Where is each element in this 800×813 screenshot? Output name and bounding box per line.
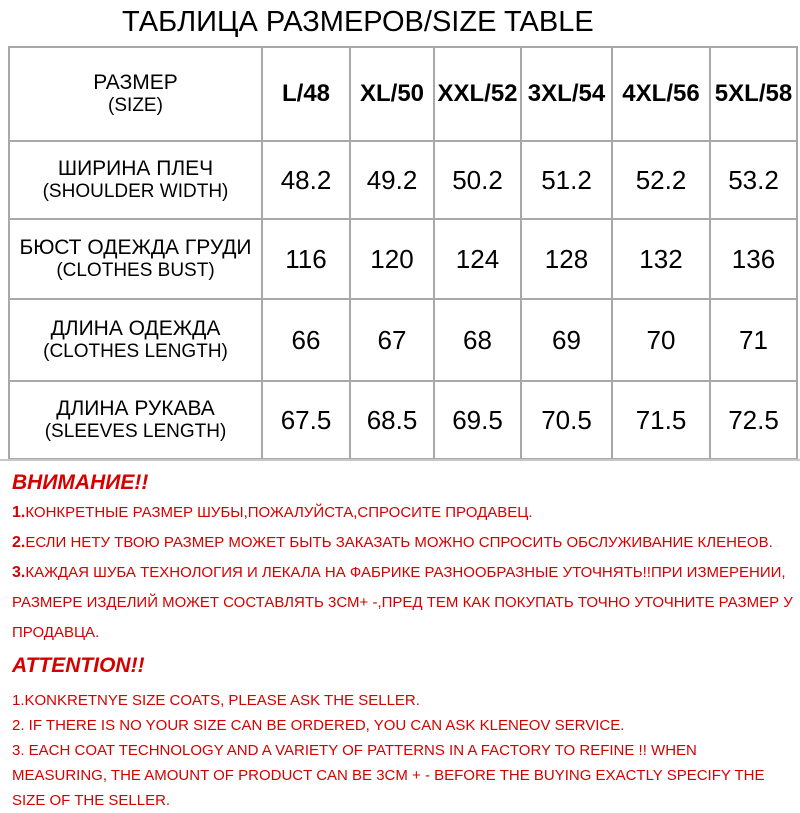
size-header-xl50: XL/50 — [350, 47, 434, 141]
table-cell: 71.5 — [612, 381, 710, 459]
size-header-xxl52: XXL/52 — [434, 47, 521, 141]
notice-item-text: КОНКРЕТНЫЕ РАЗМЕР ШУБЫ,ПОЖАЛУЙСТА,СПРОСИТЕ ПРОДАВЕЦ. — [25, 504, 533, 521]
table-header-row — [9, 47, 797, 141]
size-label-en: (SIZE) — [108, 95, 163, 116]
table-cell: 67.5 — [262, 381, 350, 459]
table-cell: 71 — [710, 299, 797, 381]
row-label-en: (SLEEVES LENGTH) — [44, 421, 227, 442]
size-header-5xl58: 5XL/58 — [710, 47, 797, 141]
notice-item-en: 1.KONKRETNYE SIZE COATS, PLEASE ASK THE SELLER. — [12, 692, 420, 709]
row-label-ru: ШИРИНА ПЛЕЧ — [57, 157, 214, 180]
notice-item-en: 3. EACH COAT TECHNOLOGY AND A VARIETY OF PATTERNS IN A FACTORY TO REFINE !! WHEN MEASURING, THE AMOUNT OF PRODUCT CAN BE 3CM + - BEFORE THE BUYING EXACTLY SPECIFY THE SIZE OF THE SELLER. — [12, 742, 765, 809]
size-table — [8, 46, 798, 460]
row-label-cell — [9, 381, 262, 459]
table-cell: 120 — [350, 219, 434, 299]
table-cell: 50.2 — [434, 141, 521, 219]
table-cell: 66 — [262, 299, 350, 381]
page-title: ТАБЛИЦА РАЗМЕРОВ/SIZE TABLE — [122, 6, 594, 38]
table-cell: 51.2 — [521, 141, 612, 219]
table-cell: 49.2 — [350, 141, 434, 219]
table-cell: 68.5 — [350, 381, 434, 459]
notice-item-en: 2. IF THERE IS NO YOUR SIZE CAN BE ORDERED, YOU CAN ASK KLENEOV SERVICE. — [12, 717, 625, 734]
table-row — [9, 381, 797, 459]
size-label-cell — [9, 47, 262, 141]
row-label-en: (SHOULDER WIDTH) — [42, 181, 229, 202]
table-cell: 124 — [434, 219, 521, 299]
table-cell: 136 — [710, 219, 797, 299]
table-cell: 70.5 — [521, 381, 612, 459]
table-cell: 53.2 — [710, 141, 797, 219]
notice-heading-ru: ВНИМАНИЕ!! — [12, 471, 149, 494]
row-label-ru: ДЛИНА ОДЕЖДА — [50, 317, 221, 340]
table-cell: 67 — [350, 299, 434, 381]
divider — [0, 459, 800, 461]
notice-item-ru — [12, 528, 796, 558]
notice-item-text: ЕСЛИ НЕТУ ТВОЮ РАЗМЕР МОЖЕТ БЫТЬ ЗАКАЗАТЬ МОЖНО СПРОСИТЬ ОБСЛУЖИВАНИЕ КЛЕНЕОВ. — [25, 534, 773, 551]
row-label-ru: ДЛИНА РУКАВА — [56, 397, 215, 420]
notice-item-number: 3. — [12, 564, 26, 581]
table-row — [9, 299, 797, 381]
size-label-ru: РАЗМЕР — [93, 71, 178, 94]
size-header-l48: L/48 — [262, 47, 350, 141]
table-cell: 69.5 — [434, 381, 521, 459]
table-cell: 128 — [521, 219, 612, 299]
row-label-ru: БЮСТ ОДЕЖДА ГРУДИ — [19, 236, 252, 259]
table-cell: 68 — [434, 299, 521, 381]
row-label-cell — [9, 219, 262, 299]
notice-heading-en: ATTENTION!! — [12, 654, 145, 677]
notice-item-ru — [12, 498, 796, 528]
table-cell: 132 — [612, 219, 710, 299]
notice-item-text: КАЖДАЯ ШУБА ТЕХНОЛОГИЯ И ЛЕКАЛА НА ФАБРИКЕ РАЗНООБРАЗНЫЕ УТОЧНЯТЬ!!ПРИ ИЗМЕРЕНИИ, РАЗМЕРЕ ИЗДЕЛИЙ МОЖЕТ СОСТАВЛЯТЬ 3СМ+ -,ПРЕД ТЕМ КАК ПОКУПАТЬ ТОЧНО УТОЧНИТЕ РАЗМЕР У ПРОДАВЦА. — [12, 564, 793, 641]
table-row — [9, 141, 797, 219]
notice-item-number: 1. — [12, 504, 26, 521]
row-label-cell — [9, 299, 262, 381]
notice-item-number: 2. — [12, 534, 26, 551]
size-header-3xl54: 3XL/54 — [521, 47, 612, 141]
row-label-cell — [9, 141, 262, 219]
notes-section — [12, 468, 796, 813]
row-label-en: (CLOTHES BUST) — [56, 260, 215, 281]
table-cell: 72.5 — [710, 381, 797, 459]
notice-item-ru — [12, 558, 796, 648]
table-cell: 52.2 — [612, 141, 710, 219]
table-cell: 70 — [612, 299, 710, 381]
table-cell: 69 — [521, 299, 612, 381]
table-cell: 48.2 — [262, 141, 350, 219]
row-label-en: (CLOTHES LENGTH) — [43, 341, 228, 362]
size-header-4xl56: 4XL/56 — [612, 47, 710, 141]
table-row — [9, 219, 797, 299]
table-cell: 116 — [262, 219, 350, 299]
